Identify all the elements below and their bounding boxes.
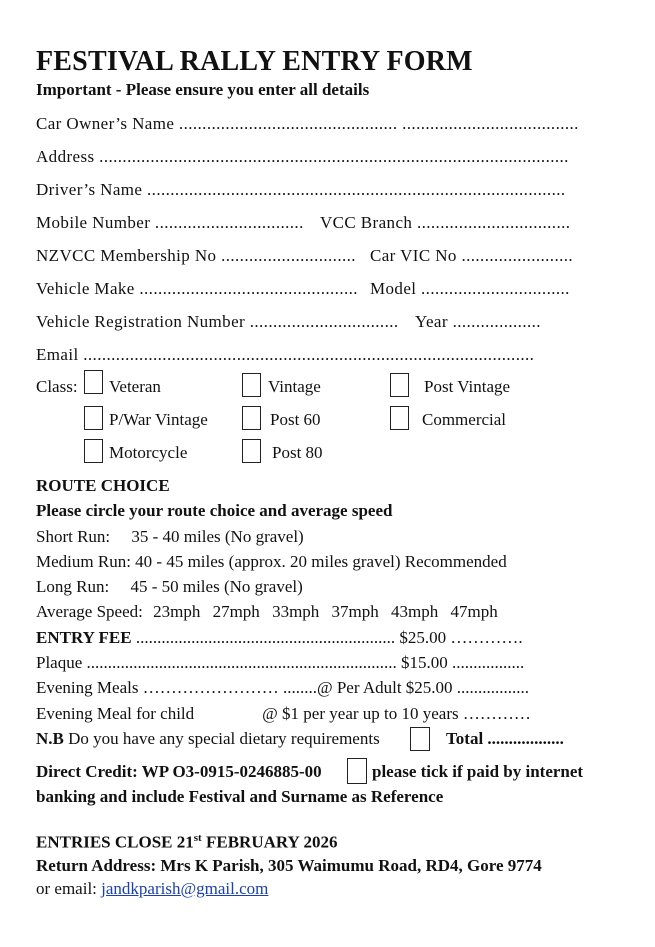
speed-option[interactable]: 27mph bbox=[212, 602, 260, 621]
checkbox-motorcycle[interactable] bbox=[84, 439, 103, 463]
address-field[interactable]: Address ..................................................................................................... bbox=[36, 147, 569, 166]
class-option-label: P/War Vintage bbox=[109, 410, 208, 429]
reference-note: banking and include Festival and Surname as Reference bbox=[36, 787, 444, 806]
entry-fee-amount: ............................................................. $25.00 …………. bbox=[131, 628, 523, 647]
car-owner-field[interactable]: Car Owner’s Name ............................................... ...................................... bbox=[36, 114, 579, 133]
total-field[interactable]: Total .................. bbox=[446, 729, 564, 748]
page-title: FESTIVAL RALLY ENTRY FORM bbox=[36, 46, 473, 77]
class-option-label: Post 80 bbox=[272, 443, 323, 462]
child-meal-rate: @ $1 per year up to 10 years ………… bbox=[262, 704, 531, 723]
checkbox-post-60[interactable] bbox=[242, 406, 261, 430]
email-link[interactable]: jandkparish@gmail.com bbox=[101, 879, 269, 898]
route-instruction: Please circle your route choice and average speed bbox=[36, 501, 393, 520]
return-address: Return Address: Mrs K Parish, 305 Waimumu Road, RD4, Gore 9774 bbox=[36, 856, 542, 875]
class-option-label: Post 60 bbox=[270, 410, 321, 429]
checkbox-veteran[interactable] bbox=[84, 370, 103, 394]
class-option-label: Veteran bbox=[109, 377, 161, 396]
entries-close-text: ENTRIES CLOSE 21 bbox=[36, 832, 194, 852]
dietary-row bbox=[36, 729, 380, 749]
class-option-label: Commercial bbox=[422, 410, 507, 429]
evening-meals-row[interactable]: Evening Meals …………………… ........@ Per Adult $25.00 ................. bbox=[36, 678, 530, 697]
email-prefix: or email: bbox=[36, 879, 102, 898]
driver-name-field[interactable]: Driver’s Name .......................................................................................... bbox=[36, 180, 566, 199]
checkbox-vintage[interactable] bbox=[242, 373, 261, 397]
speed-option[interactable]: 43mph bbox=[391, 602, 439, 621]
long-run-option[interactable]: Long Run: 45 - 50 miles (No gravel) bbox=[36, 577, 303, 596]
entries-close bbox=[36, 832, 337, 853]
dietary-question: Do you have any special dietary requirements bbox=[63, 729, 380, 748]
year-field[interactable]: Year ................... bbox=[415, 312, 541, 331]
direct-credit-line: Direct Credit: WP O3-0915-0246885-00 bbox=[36, 762, 322, 781]
class-option-label: Motorcycle bbox=[109, 443, 188, 462]
checkbox-pwar-vintage[interactable] bbox=[84, 406, 103, 430]
page-subtitle: Important - Please ensure you enter all details bbox=[36, 80, 370, 99]
vehicle-make-field[interactable]: Vehicle Make ............................................... bbox=[36, 279, 358, 298]
email-contact bbox=[36, 879, 268, 899]
speed-option[interactable]: 33mph bbox=[272, 602, 320, 621]
class-option-label: Vintage bbox=[268, 377, 321, 396]
nzvcc-membership-field[interactable]: NZVCC Membership No ............................. bbox=[36, 246, 356, 265]
model-field[interactable]: Model ................................ bbox=[370, 279, 570, 298]
checkbox-post-80[interactable] bbox=[242, 439, 261, 463]
route-heading: ROUTE CHOICE bbox=[36, 476, 170, 495]
internet-banking-note: please tick if paid by internet bbox=[372, 762, 584, 781]
vcc-branch-field[interactable]: VCC Branch ................................. bbox=[320, 213, 571, 232]
average-speed-row bbox=[36, 602, 498, 622]
entry-fee-row[interactable] bbox=[36, 628, 523, 648]
entry-fee-label: ENTRY FEE bbox=[36, 628, 132, 647]
checkbox-commercial[interactable] bbox=[390, 406, 409, 430]
checkbox-post-vintage[interactable] bbox=[390, 373, 409, 397]
nb-label: N.B bbox=[36, 729, 64, 748]
speed-option[interactable]: 37mph bbox=[331, 602, 379, 621]
registration-field[interactable]: Vehicle Registration Number ................................ bbox=[36, 312, 399, 331]
class-label: Class: bbox=[36, 377, 78, 396]
checkbox-dietary[interactable] bbox=[410, 727, 430, 751]
car-vic-field[interactable]: Car VIC No ........................ bbox=[370, 246, 574, 265]
class-option-label: Post Vintage bbox=[424, 377, 511, 396]
speed-option[interactable]: 47mph bbox=[450, 602, 498, 621]
short-run-option[interactable]: Short Run: 35 - 40 miles (No gravel) bbox=[36, 527, 304, 546]
child-meal-row[interactable] bbox=[36, 704, 531, 724]
speed-option[interactable]: 23mph bbox=[153, 602, 201, 621]
entries-close-month: FEBRUARY 2026 bbox=[201, 832, 338, 852]
checkbox-internet-paid[interactable] bbox=[347, 758, 367, 784]
child-meal-label: Evening Meal for child bbox=[36, 704, 195, 723]
medium-run-option[interactable]: Medium Run: 40 - 45 miles (approx. 20 miles gravel) Recommended bbox=[36, 552, 507, 571]
mobile-number-field[interactable]: Mobile Number ................................ bbox=[36, 213, 304, 232]
plaque-row[interactable]: Plaque ......................................................................... $15.00 ................. bbox=[36, 653, 525, 672]
email-field[interactable]: Email ................................................................................................. bbox=[36, 345, 535, 364]
average-speed-label: Average Speed: bbox=[36, 602, 143, 621]
date-suffix: st bbox=[193, 832, 202, 844]
